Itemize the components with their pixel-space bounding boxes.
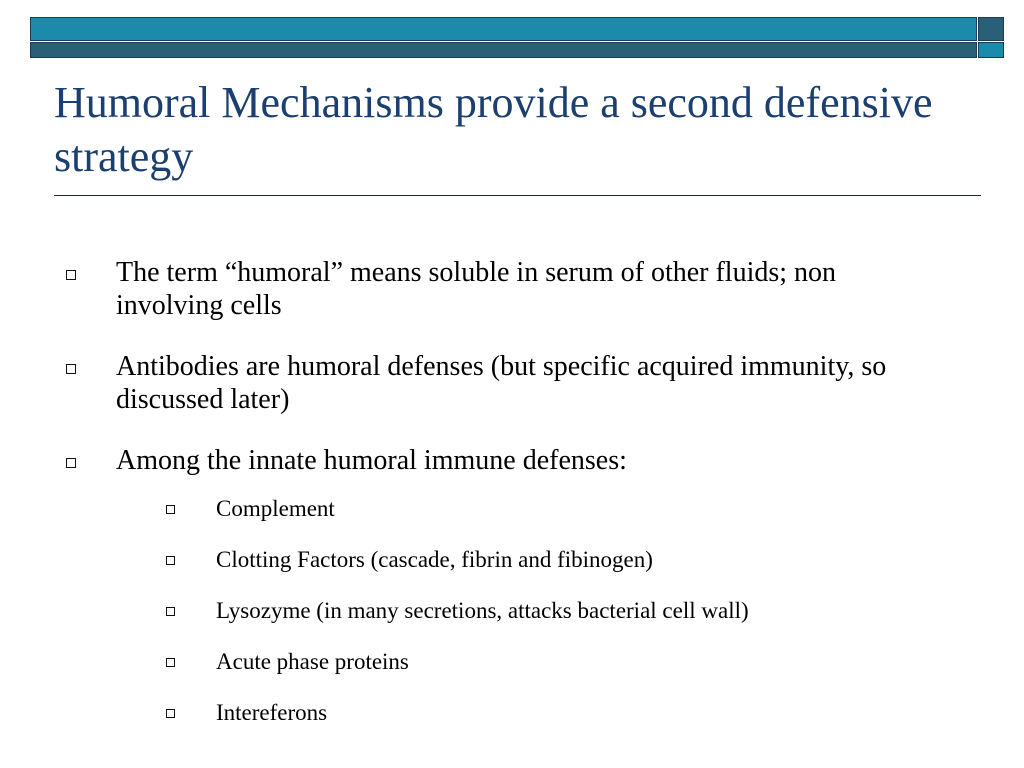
bullet-item: [0, 256, 946, 322]
square-bullet-icon: [66, 458, 76, 468]
square-bullet-icon: [166, 607, 175, 616]
sub-bullet-item: [0, 699, 976, 727]
sub-bullet-text: Complement: [216, 496, 335, 521]
sub-bullet-text: Intereferons: [216, 700, 328, 725]
square-bullet-icon: [66, 364, 76, 374]
header-bar-bottom: [30, 42, 977, 58]
sub-bullet-text: Lysozyme (in many secretions, attacks bacterial cell wall): [216, 598, 749, 623]
square-bullet-icon: [66, 270, 76, 280]
header-square-bottom: [978, 42, 1004, 58]
sub-bullet-item: [0, 597, 976, 625]
bullet-item: [0, 350, 946, 416]
bullet-text: The term “humoral” means soluble in serum of other fluids; non involving cells: [116, 257, 837, 321]
square-bullet-icon: [166, 658, 175, 667]
sub-bullet-text: Clotting Factors (cascade, fibrin and fibinogen): [216, 547, 653, 572]
bullet-list: [0, 256, 1024, 750]
title-divider: [54, 195, 981, 196]
sub-bullet-item: [0, 546, 976, 574]
bullet-text: Antibodies are humoral defenses (but specific acquired immunity, so discussed later): [116, 351, 887, 415]
bullet-item: [0, 444, 946, 477]
sub-bullet-item: [0, 648, 976, 676]
sub-bullet-item: [0, 495, 976, 523]
header-bar-top: [30, 17, 977, 41]
bullet-text: Among the innate humoral immune defenses:: [116, 445, 627, 476]
sub-bullet-text: Acute phase proteins: [216, 649, 409, 674]
square-bullet-icon: [166, 505, 175, 514]
slide-title: Humoral Mechanisms provide a second defensive strategy: [54, 78, 933, 181]
square-bullet-icon: [166, 556, 175, 565]
sub-bullet-list: [0, 495, 1024, 727]
square-bullet-icon: [166, 709, 175, 718]
header-square-top: [978, 17, 1004, 41]
